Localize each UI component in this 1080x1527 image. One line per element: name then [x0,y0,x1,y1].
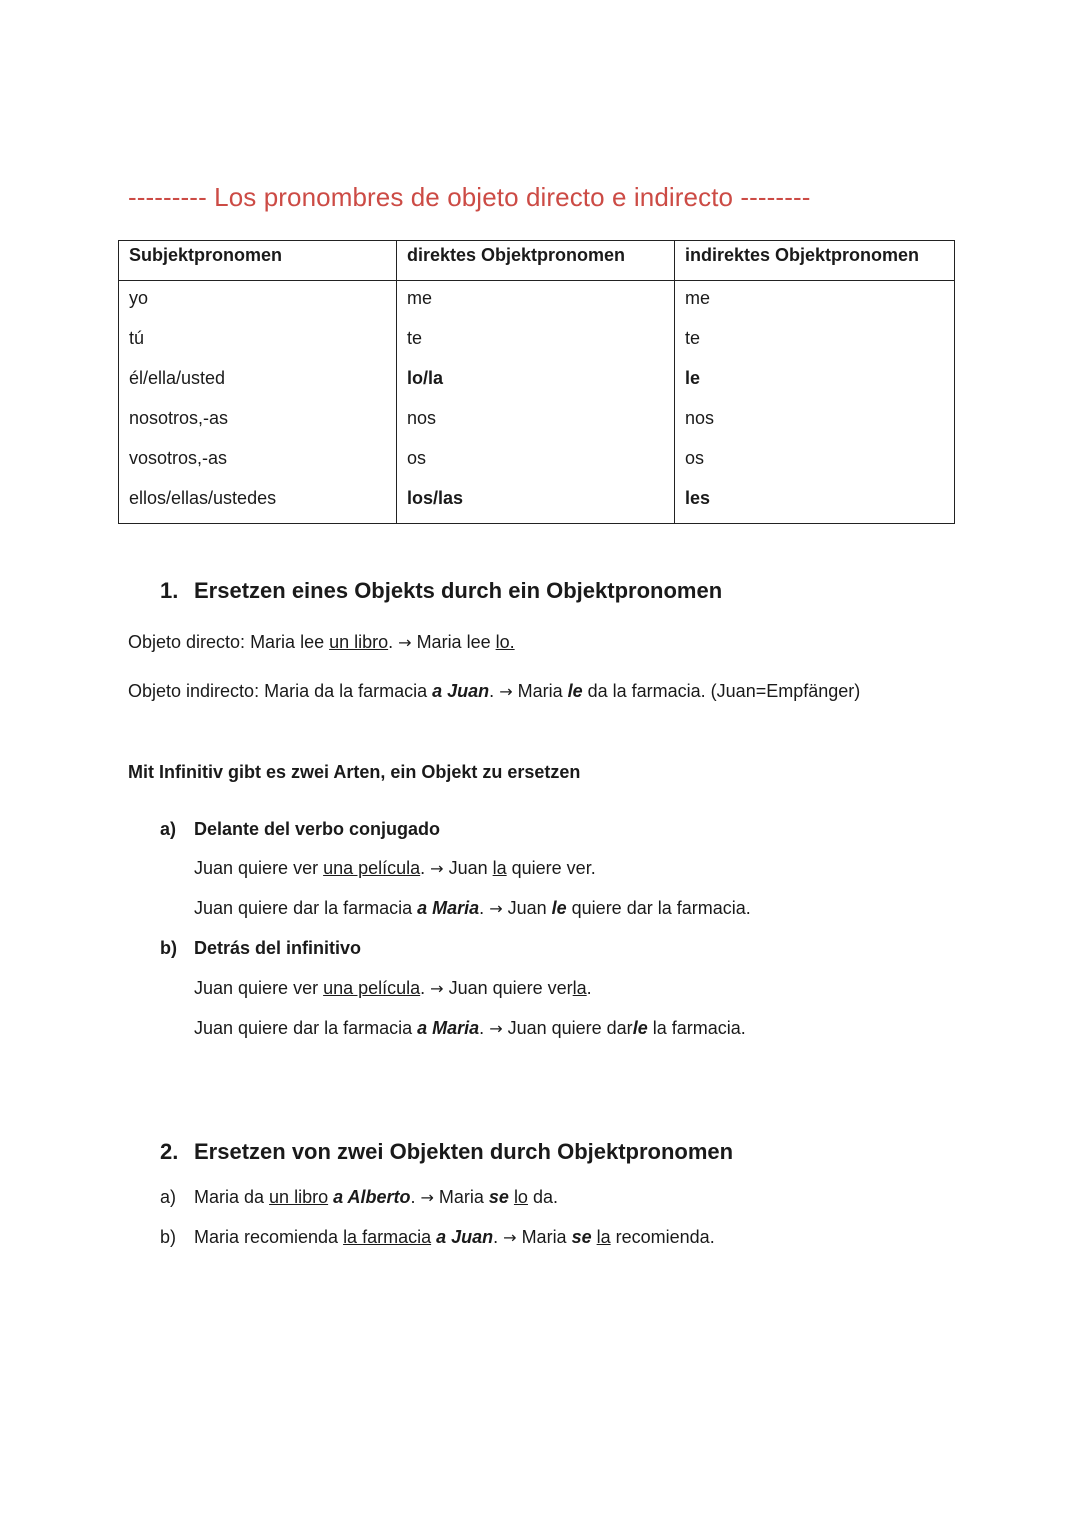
example-line: Juan quiere ver una película. → Juan la quiere ver. [194,858,596,878]
table-row [119,483,955,524]
example-line: Juan quiere dar la farmacia a Maria. → Juan le quiere dar la farmacia. [194,898,751,918]
table-cell: él/ella/usted [119,363,397,403]
arrow-right-icon: → [489,1019,503,1038]
table-cell: me [397,281,675,324]
arrow-right-icon: → [398,633,412,652]
table-cell: me [675,281,955,324]
table-cell: vosotros,-as [119,443,397,483]
section-2-heading: Ersetzen von zwei Objekten durch Objektpronomen [194,1139,734,1164]
pronoun-table [118,240,955,524]
table-cell: nosotros,-as [119,403,397,443]
example-line: Juan quiere dar la farmacia a Maria. → Juan quiere darle la farmacia. [194,1018,746,1038]
table-row [119,443,955,483]
list-marker: a) [160,819,177,839]
arrow-right-icon: → [489,899,503,918]
table-row [119,281,955,324]
table-cell: os [675,443,955,483]
example-line: Juan quiere ver una película. → Juan quiere verla. [194,978,592,998]
table-row [119,363,955,403]
list-marker: b) [160,1227,177,1247]
table-cell: le [675,363,955,403]
table-cell: os [397,443,675,483]
table-header-row [119,241,955,281]
table-header-cell: indirektes Objektpronomen [675,241,955,281]
table-cell: nos [397,403,675,443]
section-1-number: 1. [160,578,179,603]
table-cell: yo [119,281,397,324]
table-header-cell: direktes Objektpronomen [397,241,675,281]
list-marker: b) [160,938,177,958]
example-line: Maria da un libro a Alberto. → Maria se lo da. [194,1187,558,1207]
arrow-right-icon: → [499,682,513,701]
subsection-a-heading: Delante del verbo conjugado [194,819,441,839]
section-2-number: 2. [160,1139,179,1164]
example-indirect-object: Objeto indirecto: Maria da la farmacia a Juan. → Maria le da la farmacia. (Juan=Empfänger) [128,681,861,701]
page-title: --------- Los pronombres de objeto directo e indirecto -------- [128,182,811,212]
table-cell: nos [675,403,955,443]
table-cell: les [675,483,955,524]
table-row [119,403,955,443]
table-cell: ellos/ellas/ustedes [119,483,397,524]
arrow-right-icon: → [420,1188,434,1207]
table-row [119,323,955,363]
arrow-right-icon: → [503,1228,517,1247]
subsection-b-heading: Detrás del infinitivo [194,938,362,958]
table-header-cell: Subjektpronomen [119,241,397,281]
table-cell: tú [119,323,397,363]
arrow-right-icon: → [430,979,444,998]
example-direct-object: Objeto directo: Maria lee un libro. → Maria lee lo. [128,632,515,652]
example-line: Maria recomienda la farmacia a Juan. → Maria se la recomienda. [194,1227,715,1247]
section-1-heading: Ersetzen eines Objekts durch ein Objektpronomen [194,578,723,603]
infinitive-heading: Mit Infinitiv gibt es zwei Arten, ein Objekt zu ersetzen [128,762,581,782]
arrow-right-icon: → [430,859,444,878]
table-cell: lo/la [397,363,675,403]
table-cell: te [397,323,675,363]
table-cell: los/las [397,483,675,524]
list-marker: a) [160,1187,177,1207]
table-cell: te [675,323,955,363]
